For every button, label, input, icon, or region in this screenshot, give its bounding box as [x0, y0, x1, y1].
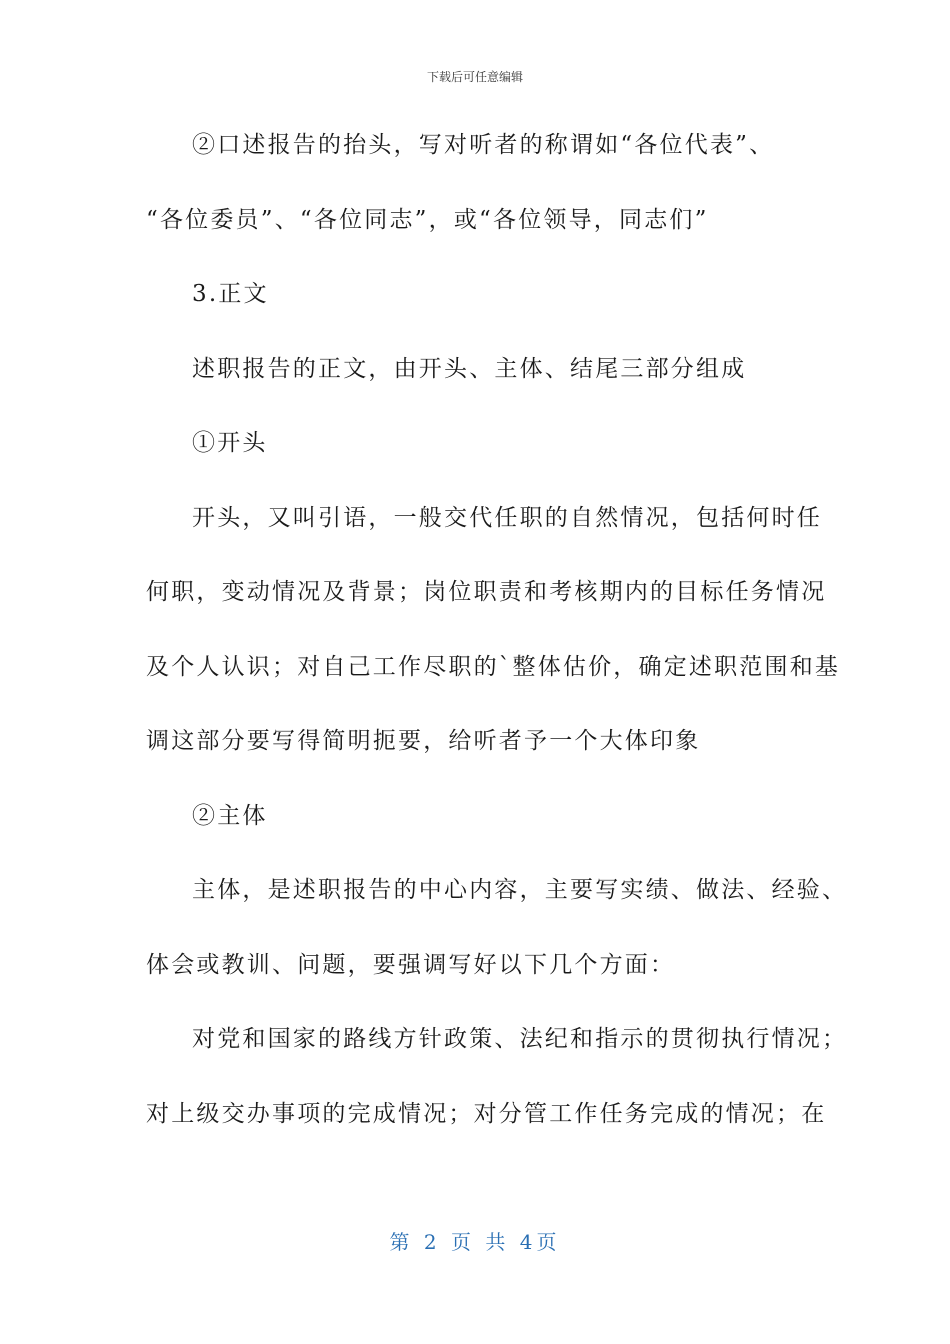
paragraph-line: 调这部分要写得简明扼要，给听者予一个大体印象: [146, 728, 701, 754]
paragraph-line: 及个人认识；对自己工作尽职的`整体估价，确定述职范围和基: [146, 653, 841, 680]
footer-suffix: 页: [536, 1230, 561, 1254]
paragraph-line: “各位委员”、“各位同志”，或“各位领导，同志们”: [146, 206, 709, 233]
paragraph-line: 主体，是述职报告的中心内容，主要写实绩、做法、经验、: [192, 877, 848, 903]
footer-prefix: 第: [389, 1230, 414, 1254]
total-pages-number: 4: [519, 1230, 537, 1254]
paragraph-line: 对上级交办事项的完成情况；对分管工作任务完成的情况；在: [146, 1100, 827, 1127]
paragraph-line: 述职报告的正文，由开头、主体、结尾三部分组成: [192, 355, 747, 382]
document-body: [146, 125, 848, 1168]
paragraph-line: 开头，又叫引语，一般交代任职的自然情况，包括何时任: [192, 504, 822, 531]
header-note: 下载后可任意编辑: [426, 70, 523, 84]
paragraph-line: 对党和国家的路线方针政策、法纪和指示的贯彻执行情况；: [192, 1026, 848, 1052]
paragraph-line: 体会或教训、问题，要强调写好以下几个方面：: [146, 951, 676, 978]
section-heading: 3.正文: [192, 281, 269, 307]
footer-middle: 页 共: [451, 1230, 510, 1254]
paragraph-line: 何职，变动情况及背景；岗位职责和考核期内的目标任务情况: [146, 579, 827, 605]
current-page-number: 2: [423, 1230, 441, 1254]
subsection-heading: ②主体: [192, 802, 268, 829]
page-footer: [0, 1226, 950, 1255]
paragraph-line: ②口述报告的抬头，写对听者的称谓如“各位代表”、: [192, 132, 775, 158]
subsection-heading: ①开头: [192, 430, 268, 456]
